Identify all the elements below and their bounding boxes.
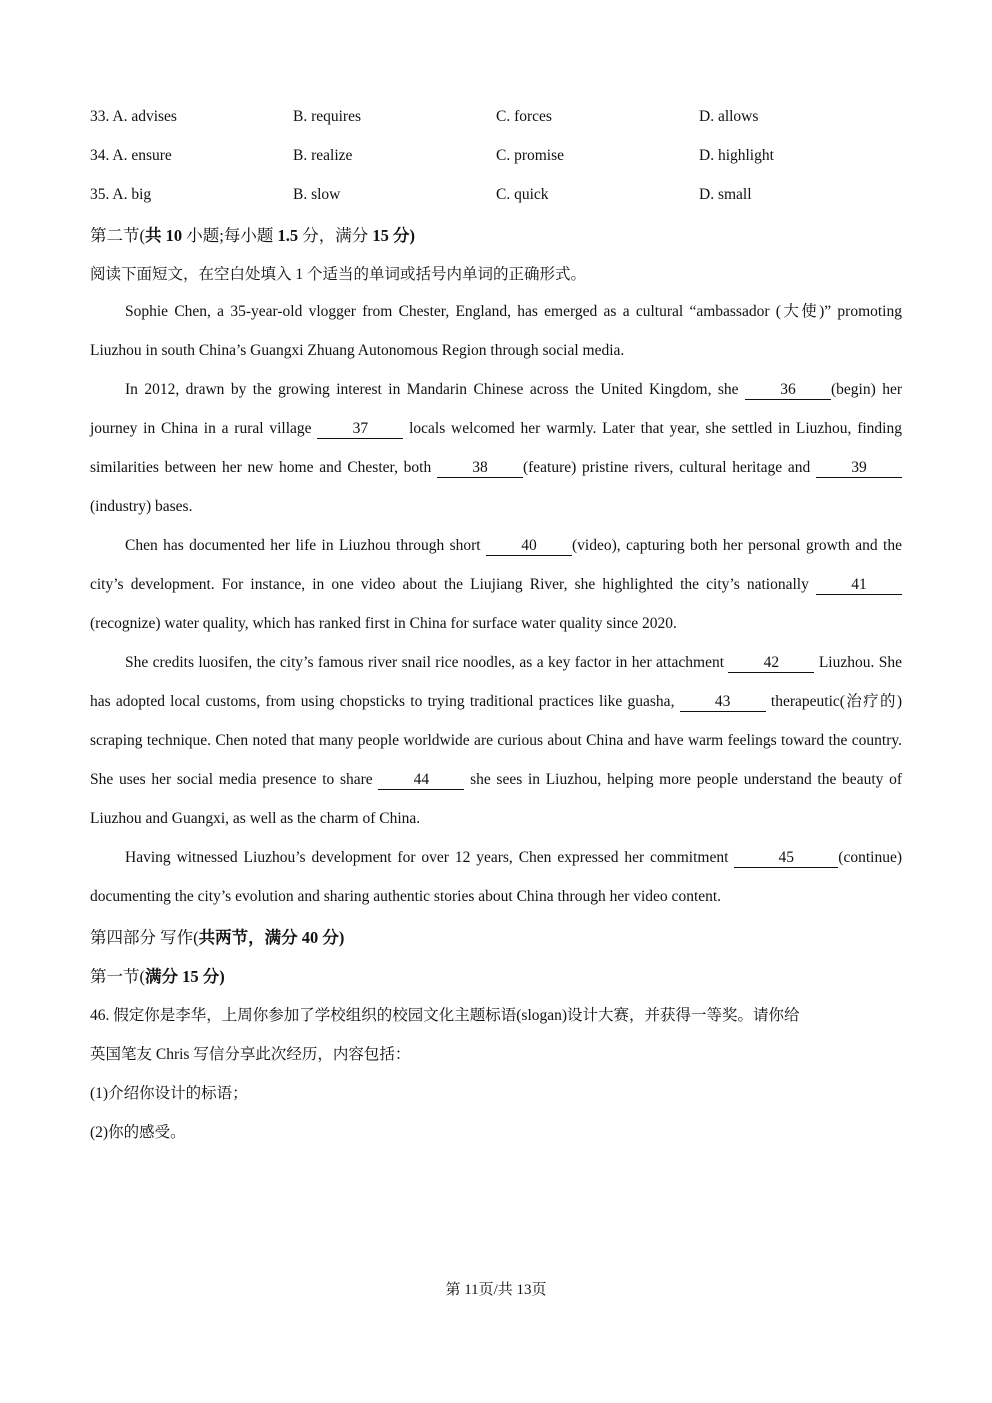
option-33-a: 33. A. advises — [90, 107, 177, 125]
blank-45[interactable]: 45 — [734, 849, 838, 868]
blank-38[interactable]: 38 — [437, 459, 523, 478]
part4-heading: 第四部分 写作(共两节，满分 40 分) — [90, 927, 345, 947]
blank-41[interactable]: 41 — [816, 576, 902, 595]
option-34-b: B. realize — [293, 146, 353, 164]
passage-paragraph-3: Chen has documented her life in Liuzhou through short 40 (video), capturing both her personal growth and the city’s development. For instance, in one video about the Liujiang River, she highlighted the city’s nationally 41(recognize) water quality, which has ranked first in China for surface water quality since 2020. — [90, 537, 902, 632]
question-46-item-1: (1)介绍你设计的标语； — [90, 1084, 248, 1102]
option-33-c: C. forces — [496, 107, 552, 125]
blank-43[interactable]: 43 — [680, 693, 766, 712]
option-row-34 — [90, 136, 902, 175]
blank-44[interactable]: 44 — [378, 771, 464, 790]
option-33-d: D. allows — [699, 107, 759, 125]
question-46-line-2: 英国笔友 Chris 写信分享此次经历，内容包括： — [90, 1045, 411, 1063]
page-footer: 第 11页/共 13页 — [445, 1282, 547, 1298]
part4-section1-heading: 第一节(满分 15 分) — [90, 966, 225, 986]
passage-paragraph-5: Having witnessed Liuzhou’s development for over 12 years, Chen expressed her commitment 45 (continue) documenting the city’s evolution and sharing authentic stories about China through her video content. — [90, 849, 902, 905]
passage-paragraph-1: Sophie Chen, a 35-year-old vlogger from Chester, England, has emerged as a cultural “ambassador (大使)” promoting Liuzhou in south China’s Guangxi Zhuang Autonomous Region through social media. — [90, 303, 902, 359]
blank-40[interactable]: 40 — [486, 537, 572, 556]
question-46-item-2: (2)你的感受。 — [90, 1123, 186, 1141]
option-row-33 — [90, 97, 902, 136]
section2-heading: 第二节(共 10 小题;每小题 1.5 分，满分 15 分) — [90, 225, 415, 245]
passage-paragraph-4: She credits luosifen, the city’s famous river snail rice noodles, as a key factor in her attachment 42 Liuzhou. She has adopted local customs, from using chopsticks to trying traditional practices like guasha, 43 therapeutic(治疗的) scraping technique. Chen noted that many people worldwide are curious about China and have warm feelings toward the country. She uses her social media presence to share 44 she sees in Liuzhou, helping more people understand the beauty of Liuzhou and Guangxi, as well as the charm of China. — [90, 654, 903, 827]
option-33-b: B. requires — [293, 107, 362, 125]
option-35-a: 35. A. big — [90, 185, 152, 203]
option-35-d: D. small — [699, 185, 752, 203]
blank-37[interactable]: 37 — [317, 420, 403, 439]
passage-paragraph-2: In 2012, drawn by the growing interest in Mandarin Chinese across the United Kingdom, she 36 (begin) her journey in China in a rural village 37 locals welcomed her warmly. Later that year, she settled in Liuzhou, finding similarities between her new home and Chester, both 38 (feature) pristine rivers, cultural heritage and 39(industry) bases. — [90, 381, 902, 515]
option-34-c: C. promise — [496, 146, 565, 164]
blank-42[interactable]: 42 — [728, 654, 814, 673]
option-35-c: C. quick — [496, 185, 549, 203]
option-35-b: B. slow — [293, 185, 341, 203]
question-46-line-1: 46. 假定你是李华，上周你参加了学校组织的校园文化主题标语(slogan)设计大赛，并获得一等奖。请你给 — [90, 1006, 800, 1024]
section2-instruction: 阅读下面短文，在空白处填入 1 个适当的单词或括号内单词的正确形式。 — [90, 265, 587, 283]
exam-page — [90, 97, 902, 1150]
blank-39[interactable]: 39 — [816, 459, 902, 478]
option-34-a: 34. A. ensure — [90, 146, 172, 164]
option-34-d: D. highlight — [699, 146, 774, 164]
option-row-35 — [90, 175, 902, 214]
blank-36[interactable]: 36 — [745, 381, 831, 400]
